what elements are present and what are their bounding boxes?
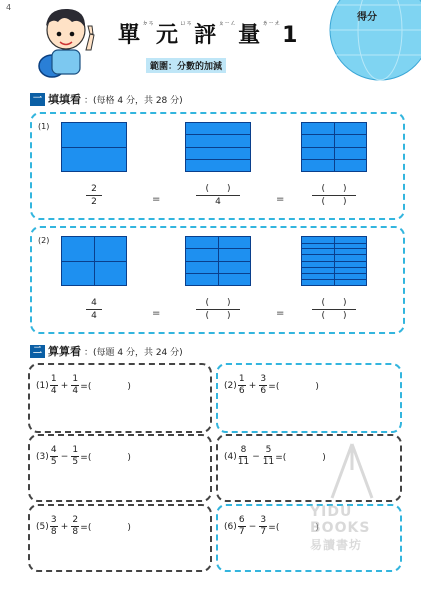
question-number: (2) [224, 380, 237, 391]
question-number: (2) [38, 236, 50, 245]
fraction-b: 5 11 [262, 445, 275, 468]
watermark-line3: 易讀書坊 [310, 538, 363, 552]
title-char: 元 [156, 23, 185, 48]
answer-blank[interactable]: =( ) [80, 382, 131, 393]
question-number: (4) [224, 451, 237, 462]
answer-fraction-2[interactable]: ( ) ( ) [312, 298, 356, 322]
question-number: (3) [36, 451, 49, 462]
fraction-square-quarters [185, 122, 251, 172]
title-char: 評 [194, 23, 223, 48]
section2-heading [30, 344, 183, 358]
publisher-watermark [310, 440, 410, 580]
given-fraction: 2 2 [86, 184, 102, 208]
title-zhuyin: ㄌㄧㄤ [262, 20, 281, 27]
fraction-b: 1 4 [72, 374, 79, 397]
answer-fraction-1[interactable]: ( ) 4 [196, 184, 240, 208]
calc-problem-1 [28, 363, 212, 433]
fraction-a: 4 5 [50, 445, 57, 468]
title-char: 量 [238, 23, 267, 48]
fraction-square-halves [61, 122, 127, 172]
section2-title: 算算看 [48, 345, 82, 358]
equals-sign: = [152, 308, 161, 319]
title-zhuyin: ㄆㄧㄥ [218, 20, 237, 27]
equals-sign: = [276, 194, 285, 205]
answer-blank[interactable]: =( ) [80, 523, 131, 534]
fraction-b: 2 8 [72, 515, 79, 538]
fraction-a: 3 8 [50, 515, 57, 538]
answer-blank[interactable]: =( ) [275, 453, 326, 464]
watermark-line1: YIDU [310, 504, 353, 520]
section2-note: ：(每題 4 分，共 24 分) [84, 347, 183, 358]
fraction-a: 8 11 [237, 445, 250, 468]
score-label: 得分 [357, 12, 377, 23]
watermark-logo-icon [322, 440, 382, 500]
scope-label: 範圍：分數的加減 [146, 58, 226, 73]
section1-badge: 一 [30, 93, 45, 106]
fraction-a: 1 6 [238, 374, 245, 397]
given-fraction: 4 4 [86, 298, 102, 322]
fraction-square-eighths [301, 122, 367, 172]
fill-question-2 [30, 226, 405, 334]
section2-badge: 二 [30, 345, 45, 358]
page-number: 4 [6, 3, 12, 12]
question-number: (1) [36, 380, 49, 391]
title-char: 單 [118, 23, 147, 48]
operator: + [60, 380, 69, 391]
answer-fraction-2[interactable]: ( ) ( ) [312, 184, 356, 208]
fill-question-1 [30, 112, 405, 220]
fraction-a: 1 4 [50, 374, 57, 397]
boy-mascot-illustration [28, 4, 98, 80]
answer-fraction-1[interactable]: ( ) ( ) [196, 298, 240, 322]
section1-heading [30, 92, 183, 106]
calc-problem-3 [28, 434, 212, 502]
question-number: (5) [36, 521, 49, 532]
operator: + [248, 380, 257, 391]
operator: − [252, 451, 260, 462]
equals-sign: = [152, 194, 161, 205]
section1-title: 填填看 [48, 93, 82, 106]
answer-blank[interactable]: =( ) [268, 523, 319, 534]
title-zhuyin: ㄩㄢ [180, 20, 193, 27]
answer-blank[interactable]: =( ) [268, 382, 319, 393]
fraction-square-eighths [185, 236, 251, 286]
title-zhuyin: ㄉㄢ [142, 20, 155, 27]
fraction-b: 3 6 [260, 374, 267, 397]
question-number: (6) [224, 521, 237, 532]
watermark-line2: BOOKS [310, 520, 371, 536]
section1-note: ：(每格 4 分，共 28 分) [84, 95, 183, 106]
fraction-b: 3 7 [260, 515, 267, 538]
unit-title [118, 18, 303, 49]
fraction-square-fourths [61, 236, 127, 286]
operator: − [60, 451, 69, 462]
question-number: (1) [38, 122, 50, 131]
fraction-a: 6 7 [238, 515, 245, 538]
fraction-b: 1 5 [72, 445, 79, 468]
equals-sign: = [276, 308, 285, 319]
operator: − [248, 521, 257, 532]
operator: + [60, 521, 69, 532]
unit-number: 1 [282, 23, 304, 48]
answer-blank[interactable]: =( ) [80, 453, 131, 464]
calc-problem-2 [216, 363, 402, 433]
calc-problem-5 [28, 504, 212, 572]
fraction-square-sixteenths [301, 236, 367, 286]
